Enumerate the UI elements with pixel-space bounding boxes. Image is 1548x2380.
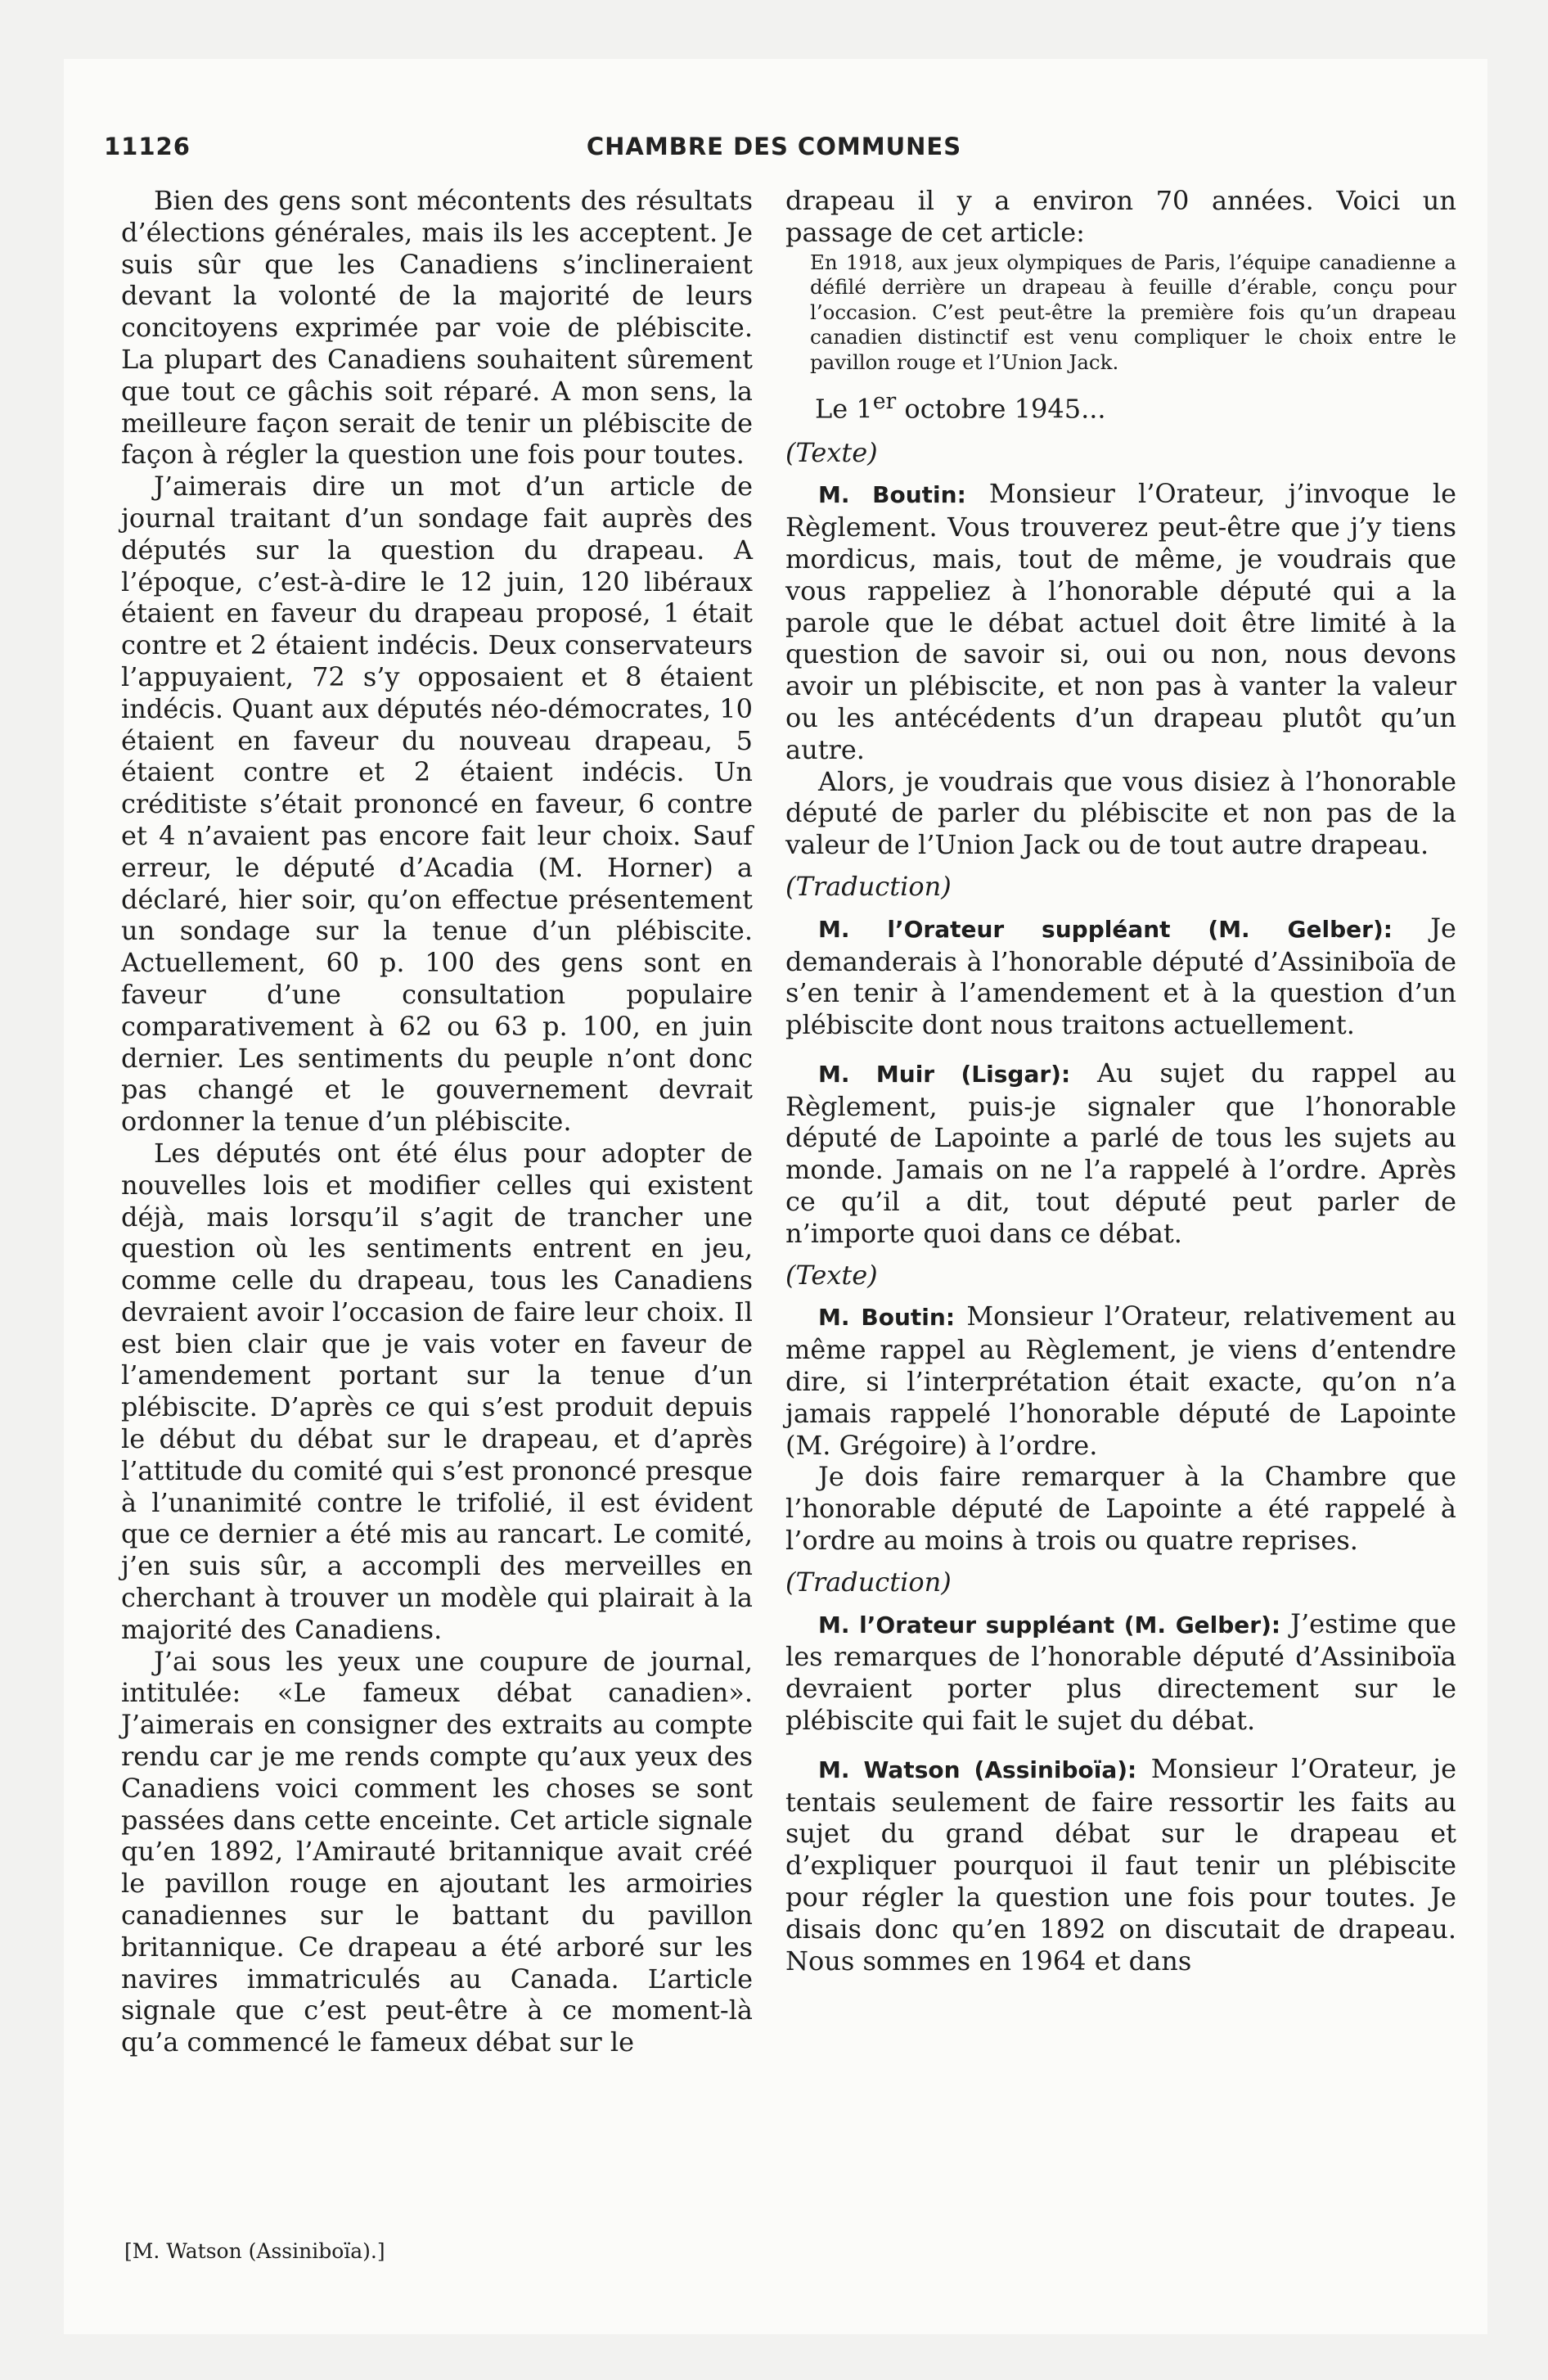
speech [785, 1608, 1456, 1737]
date-text-rest: octobre 1945... [896, 393, 1106, 425]
speech [785, 478, 1456, 765]
paragraph: Les députés ont été élus pour adopter de nouvelles lois et modifier celles qui existent déjà, mais lorsqu’il s’agit de trancher une question où les sentiments entrent en jeu, comme celle du drapeau, tous les Canadiens devraient avoir l’occasion de faire leur choix. Il est bien clair que je vais voter en faveur de l’amendement portant sur la tenue d’un plébiscite. D’après ce qui s’est produit depuis le début du débat sur le drapeau, et d’après l’attitude du comité qui s’est prononcé presque à l’unanimité contre le trifolié, il est évident que ce dernier a été mis au rancart. Le comité, j’en suis sûr, a accompli des merveilles en cherchant à trouver un modèle qui plairait à la majorité des Canadiens. [121, 1137, 753, 1645]
paragraph: J’ai sous les yeux une coupure de journal, intitulée: «Le fameux débat canadien». J’aimerais en consigner des extraits au compte rendu car je me rends compte qu’aux yeux des Canadiens voici comment les choses se sont passées dans cette enceinte. Cet article signale qu’en 1892, l’Amirauté britannique avait créé le pavillon rouge en ajoutant les armoiries canadiennes sur le battant du pavillon britannique. Ce drapeau a été arboré sur les navires immatriculés au Canada. L’article signale que c’est peut-être à ce moment-là qu’a commencé le fameux débat sur le [121, 1645, 753, 2058]
speaker-name: M. Boutin: [818, 1304, 956, 1332]
speech-text: Monsieur l’Orateur, je tentais seulement de faire ressortir les faits au sujet du grand débat sur le drapeau et d’expliquer pourquoi il faut tenir un plébiscite pour régler la question une fois pour toutes. Je disais donc qu’en 1892 on discutait de drapeau. Nous sommes en 1964 et dans [785, 1752, 1456, 1977]
page-title: CHAMBRE DES COMMUNES [586, 133, 962, 160]
paragraph: Je dois faire remarquer à la Chambre que l’honorable député de Lapointe a été rappelé à l’ordre au moins à trois ou quatre reprises. [785, 1461, 1456, 1557]
language-label: (Texte) [785, 436, 878, 468]
date-text: Le 1 [815, 393, 873, 425]
speech-text: Au sujet du rappel au Règlement, puis-je signaler que l’honorable député de Lapointe a parlé de tous les sujets au monde. Jamais on ne l’a rappelé à l’ordre. Après ce qu’il a dit, tout député peut parler de n’importe quoi dans ce débat. [785, 1057, 1457, 1249]
date-superscript: er [872, 389, 897, 415]
paragraph: Alors, je voudrais que vous disiez à l’honorable député de parler du plébiscite et non pas de la valeur de l’Union Jack ou de tout autre drapeau. [785, 765, 1456, 861]
page-number: 11126 [104, 133, 191, 160]
speaker-footnote: [M. Watson (Assiniboïa).] [124, 2239, 385, 2263]
left-column [121, 185, 753, 2058]
speaker-name: M. Muir (Lisgar): [818, 1060, 1071, 1088]
speech-text: J’estime que les remarques de l’honorable député d’Assiniboïa devraient porter plus directement sur le plébiscite qui fait le sujet du débat. [785, 1607, 1456, 1737]
speech [785, 1057, 1456, 1250]
speaker-name: M. Watson (Assiniboïa): [818, 1756, 1137, 1783]
speaker-name: M. l’Orateur suppléant (M. Gelber): [818, 915, 1393, 943]
speech-text: Je demanderais à l’honorable député d’Assiniboïa de s’en tenir à l’amendement et à la question d’un plébiscite dont nous traitons actuellement. [785, 912, 1456, 1041]
paragraph: drapeau il y a environ 70 années. Voici un passage de cet article: [785, 185, 1456, 248]
quote-date [785, 386, 1456, 425]
speaker-name: M. l’Orateur suppléant (M. Gelber): [818, 1611, 1281, 1639]
block-quote: En 1918, aux jeux olympiques de Paris, l’équipe canadienne a défilé derrière un drapeau à feuille d’érable, conçu pour l’occasion. C’est peut-être la première fois qu’un drapeau canadien distinctif est venu compliquer le choix entre le pavillon rouge et l’Union Jack. [810, 250, 1456, 374]
speech [785, 1300, 1456, 1461]
language-label: (Traduction) [785, 870, 952, 902]
speaker-name: M. Boutin: [818, 481, 966, 509]
paragraph: Bien des gens sont mécontents des résultats d’élections générales, mais ils les acceptent. Je suis sûr que les Canadiens s’inclineraient devant la volonté de la majorité de leurs concitoyens exprimée par voie de plébiscite. La plupart des Canadiens souhaitent sûrement que tout ce gâchis soit réparé. A mon sens, la meilleure façon serait de tenir un plébiscite de façon à régler la question une fois pour toutes. [121, 185, 753, 471]
speech [785, 1753, 1456, 1977]
language-label: (Texte) [785, 1259, 878, 1291]
language-label: (Traduction) [785, 1566, 952, 1598]
speech-text: Monsieur l’Orateur, relativement au même rappel au Règlement, je viens d’entendre dire, si l’interprétation était exacte, qu’on n’a jamais rappelé l’honorable député de Lapointe (M. Grégoire) à l’ordre. [785, 1300, 1457, 1461]
right-column [785, 185, 1456, 1977]
speech [785, 913, 1456, 1041]
paragraph: J’aimerais dire un mot d’un article de journal traitant d’un sondage fait auprès des députés sur la question du drapeau. A l’époque, c’est-à-dire le 12 juin, 120 libéraux étaient en faveur du drapeau proposé, 1 était contre et 2 étaient indécis. Deux conservateurs l’appuyaient, 72 s’y opposaient et 8 étaient indécis. Quant aux députés néo-démocrates, 10 étaient en faveur du nouveau drapeau, 5 étaient contre et 2 étaient indécis. Un créditiste s’était prononcé en faveur, 6 contre et 4 n’avaient pas encore fait leur choix. Sauf erreur, le député d’Acadia (M. Horner) a déclaré, hier soir, qu’on effectue présentement un sondage sur la tenue d’un plébiscite. Actuellement, 60 p. 100 des gens sont en faveur d’une consultation populaire comparativement à 62 ou 63 p. 100, en juin dernier. Les sentiments du peuple n’ont donc pas changé et le gouvernement devrait ordonner la tenue d’un plébiscite. [121, 471, 753, 1138]
speech-text: Monsieur l’Orateur, j’invoque le Règlement. Vous trouverez peut-être que j’y tiens mordicus, mais, tout de même, je voudrais que vous rappeliez à l’honorable député qui a la parole que le débat actuel doit être limité à la question de savoir si, oui ou non, nous devons avoir un plébiscite, et non pas à vanter la valeur ou les antécédents d’un drapeau plutôt qu’un autre. [785, 478, 1457, 765]
